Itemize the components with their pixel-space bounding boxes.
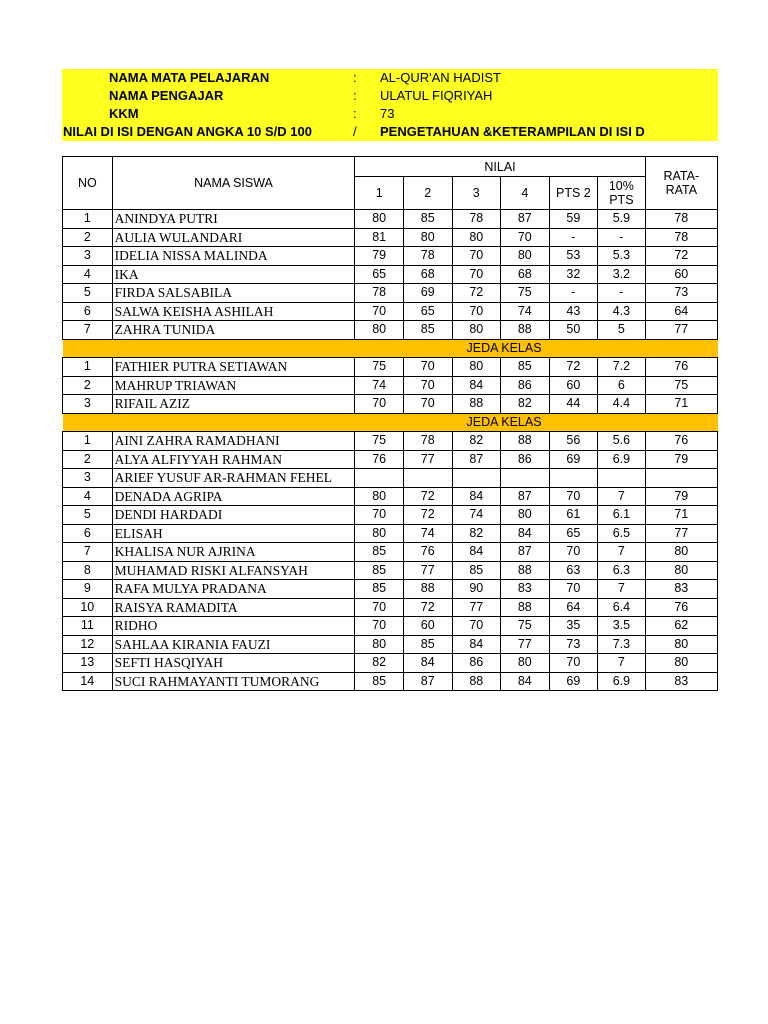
table-header xyxy=(63,157,718,210)
cell-score-4: 88 xyxy=(501,598,550,617)
cell-score-3: 88 xyxy=(452,672,501,691)
cell-student-name: SALWA KEISHA ASHILAH xyxy=(112,302,355,321)
info-separator: : xyxy=(353,70,357,85)
cell-no: 1 xyxy=(63,210,113,229)
jeda-kelas-separator xyxy=(63,413,718,432)
cell-pts2: 64 xyxy=(549,598,598,617)
cell-score-3: 84 xyxy=(452,487,501,506)
info-separator: : xyxy=(353,106,357,121)
cell-average: 79 xyxy=(645,487,717,506)
cell-score-3: 90 xyxy=(452,580,501,599)
cell-score-3: 70 xyxy=(452,302,501,321)
cell-no: 8 xyxy=(63,561,113,580)
jeda-kelas-label: JEDA KELAS xyxy=(63,339,718,358)
cell-average: 64 xyxy=(645,302,717,321)
cell-score-1: 85 xyxy=(355,672,404,691)
cell-score-1: 75 xyxy=(355,358,404,377)
cell-pts2: 50 xyxy=(549,321,598,340)
cell-pts10: 6.9 xyxy=(598,672,645,691)
cell-student-name: RIFAIL AZIZ xyxy=(112,395,355,414)
cell-pts2: 53 xyxy=(549,247,598,266)
cell-score-3: 80 xyxy=(452,228,501,247)
table-body xyxy=(63,210,718,691)
cell-score-2: 85 xyxy=(403,210,452,229)
table-row xyxy=(63,432,718,451)
cell-no: 2 xyxy=(63,228,113,247)
cell-score-2: 85 xyxy=(403,635,452,654)
cell-pts2: 65 xyxy=(549,524,598,543)
table-row xyxy=(63,598,718,617)
cell-pts10: 7 xyxy=(598,543,645,562)
cell-pts2: 56 xyxy=(549,432,598,451)
cell-score-4: 80 xyxy=(501,654,550,673)
cell-pts10: 6.1 xyxy=(598,506,645,525)
cell-score-1: 70 xyxy=(355,598,404,617)
cell-score-1: 80 xyxy=(355,524,404,543)
cell-score-3: 80 xyxy=(452,321,501,340)
cell-score-4: 85 xyxy=(501,358,550,377)
jeda-kelas-label: JEDA KELAS xyxy=(63,413,718,432)
cell-score-1: 65 xyxy=(355,265,404,284)
cell-average: 76 xyxy=(645,432,717,451)
cell-score-4: 86 xyxy=(501,450,550,469)
col-header-name: NAMA SISWA xyxy=(112,157,355,210)
cell-average: 71 xyxy=(645,395,717,414)
cell-pts2: 44 xyxy=(549,395,598,414)
table-row xyxy=(63,487,718,506)
cell-score-4: 88 xyxy=(501,561,550,580)
cell-score-3: 70 xyxy=(452,265,501,284)
cell-score-3: 77 xyxy=(452,598,501,617)
cell-score-3: 80 xyxy=(452,358,501,377)
cell-pts10: 7 xyxy=(598,580,645,599)
cell-pts2: 69 xyxy=(549,672,598,691)
cell-average: 75 xyxy=(645,376,717,395)
cell-score-3 xyxy=(452,469,501,488)
cell-student-name: DENDI HARDADI xyxy=(112,506,355,525)
table-row xyxy=(63,247,718,266)
cell-score-1 xyxy=(355,469,404,488)
cell-score-2: 80 xyxy=(403,228,452,247)
cell-score-2: 84 xyxy=(403,654,452,673)
cell-pts2: 61 xyxy=(549,506,598,525)
info-label: KKM xyxy=(109,106,139,121)
cell-average: 78 xyxy=(645,228,717,247)
table-row xyxy=(63,210,718,229)
cell-pts10: - xyxy=(598,228,645,247)
cell-pts10: 3.2 xyxy=(598,265,645,284)
cell-score-2: 74 xyxy=(403,524,452,543)
cell-pts10: 7.3 xyxy=(598,635,645,654)
cell-student-name: AINI ZAHRA RAMADHANI xyxy=(112,432,355,451)
cell-student-name: MUHAMAD RISKI ALFANSYAH xyxy=(112,561,355,580)
table-row xyxy=(63,395,718,414)
cell-student-name: ARIEF YUSUF AR-RAHMAN FEHEL xyxy=(112,469,355,488)
cell-score-2: 85 xyxy=(403,321,452,340)
table-row xyxy=(63,376,718,395)
cell-no: 1 xyxy=(63,358,113,377)
cell-average: 62 xyxy=(645,617,717,636)
cell-average: 76 xyxy=(645,598,717,617)
cell-student-name: RAISYA RAMADITA xyxy=(112,598,355,617)
cell-pts2: 35 xyxy=(549,617,598,636)
cell-score-1: 70 xyxy=(355,506,404,525)
cell-score-4: 80 xyxy=(501,247,550,266)
cell-no: 11 xyxy=(63,617,113,636)
cell-no: 6 xyxy=(63,524,113,543)
cell-score-3: 88 xyxy=(452,395,501,414)
cell-score-3: 72 xyxy=(452,284,501,303)
cell-score-2: 77 xyxy=(403,450,452,469)
cell-score-3: 78 xyxy=(452,210,501,229)
cell-pts10: 4.4 xyxy=(598,395,645,414)
cell-student-name: ELISAH xyxy=(112,524,355,543)
cell-pts10: 7 xyxy=(598,487,645,506)
cell-average: 79 xyxy=(645,450,717,469)
cell-score-4: 87 xyxy=(501,543,550,562)
table-row xyxy=(63,265,718,284)
cell-score-1: 75 xyxy=(355,432,404,451)
cell-no: 12 xyxy=(63,635,113,654)
cell-pts10: 7.2 xyxy=(598,358,645,377)
col-header-no: NO xyxy=(63,157,113,210)
cell-score-2 xyxy=(403,469,452,488)
table-row xyxy=(63,543,718,562)
cell-pts2: 32 xyxy=(549,265,598,284)
cell-pts10 xyxy=(598,469,645,488)
cell-student-name: DENADA AGRIPA xyxy=(112,487,355,506)
cell-student-name: RIDHO xyxy=(112,617,355,636)
info-row-kkm xyxy=(62,105,718,122)
table-row xyxy=(63,228,718,247)
cell-pts2: 69 xyxy=(549,450,598,469)
cell-pts2: 60 xyxy=(549,376,598,395)
table-row xyxy=(63,469,718,488)
cell-score-4: 84 xyxy=(501,672,550,691)
table-row xyxy=(63,654,718,673)
col-header-pts2: PTS 2 xyxy=(549,177,598,210)
cell-no: 14 xyxy=(63,672,113,691)
cell-score-3: 87 xyxy=(452,450,501,469)
cell-student-name: ALYA ALFIYYAH RAHMAN xyxy=(112,450,355,469)
cell-pts10: 6.5 xyxy=(598,524,645,543)
info-label: NAMA MATA PELAJARAN xyxy=(109,70,270,85)
cell-score-2: 70 xyxy=(403,376,452,395)
cell-pts2: 59 xyxy=(549,210,598,229)
info-value: AL-QUR'AN HADIST xyxy=(380,70,501,85)
table-row xyxy=(63,561,718,580)
cell-score-4: 75 xyxy=(501,284,550,303)
info-label: NILAI DI ISI DENGAN ANGKA 10 S/D 100 xyxy=(63,124,312,139)
cell-student-name: ZAHRA TUNIDA xyxy=(112,321,355,340)
info-row-teacher xyxy=(62,87,718,104)
cell-score-2: 72 xyxy=(403,598,452,617)
cell-pts2: - xyxy=(549,228,598,247)
col-header-score-4: 4 xyxy=(501,177,550,210)
cell-no: 3 xyxy=(63,395,113,414)
cell-score-1: 70 xyxy=(355,617,404,636)
cell-pts10: 7 xyxy=(598,654,645,673)
cell-average xyxy=(645,469,717,488)
cell-score-4: 83 xyxy=(501,580,550,599)
cell-pts2: 70 xyxy=(549,654,598,673)
cell-no: 4 xyxy=(63,265,113,284)
info-row-subject xyxy=(62,69,718,86)
cell-score-4: 88 xyxy=(501,432,550,451)
cell-score-4: 74 xyxy=(501,302,550,321)
cell-score-3: 85 xyxy=(452,561,501,580)
cell-pts10: 6.4 xyxy=(598,598,645,617)
table-row xyxy=(63,580,718,599)
cell-pts2: 70 xyxy=(549,580,598,599)
cell-score-3: 84 xyxy=(452,635,501,654)
cell-pts2: 70 xyxy=(549,487,598,506)
cell-score-4: 88 xyxy=(501,321,550,340)
cell-score-2: 72 xyxy=(403,487,452,506)
cell-pts2 xyxy=(549,469,598,488)
cell-pts2: - xyxy=(549,284,598,303)
cell-no: 4 xyxy=(63,487,113,506)
table-row xyxy=(63,635,718,654)
cell-score-3: 82 xyxy=(452,524,501,543)
cell-average: 80 xyxy=(645,654,717,673)
cell-score-4 xyxy=(501,469,550,488)
cell-score-1: 85 xyxy=(355,561,404,580)
cell-pts10: 6.3 xyxy=(598,561,645,580)
info-separator: : xyxy=(353,88,357,103)
cell-student-name: FATHIER PUTRA SETIAWAN xyxy=(112,358,355,377)
cell-score-1: 82 xyxy=(355,654,404,673)
cell-pts10: 4.3 xyxy=(598,302,645,321)
cell-score-2: 78 xyxy=(403,432,452,451)
cell-score-3: 84 xyxy=(452,376,501,395)
table-row xyxy=(63,358,718,377)
table-row xyxy=(63,321,718,340)
cell-no: 5 xyxy=(63,284,113,303)
table-row xyxy=(63,450,718,469)
cell-score-2: 69 xyxy=(403,284,452,303)
cell-score-2: 88 xyxy=(403,580,452,599)
cell-score-1: 70 xyxy=(355,302,404,321)
cell-average: 72 xyxy=(645,247,717,266)
cell-score-2: 77 xyxy=(403,561,452,580)
cell-student-name: FIRDA SALSABILA xyxy=(112,284,355,303)
jeda-kelas-separator xyxy=(63,339,718,358)
cell-score-4: 87 xyxy=(501,210,550,229)
col-header-score-1: 1 xyxy=(355,177,404,210)
cell-score-2: 70 xyxy=(403,358,452,377)
cell-score-3: 84 xyxy=(452,543,501,562)
cell-average: 80 xyxy=(645,561,717,580)
cell-no: 9 xyxy=(63,580,113,599)
cell-score-4: 84 xyxy=(501,524,550,543)
cell-student-name: ANINDYA PUTRI xyxy=(112,210,355,229)
cell-score-4: 82 xyxy=(501,395,550,414)
cell-pts2: 72 xyxy=(549,358,598,377)
cell-score-4: 87 xyxy=(501,487,550,506)
cell-pts2: 73 xyxy=(549,635,598,654)
cell-student-name: SAHLAA KIRANIA FAUZI xyxy=(112,635,355,654)
cell-average: 83 xyxy=(645,580,717,599)
cell-score-1: 70 xyxy=(355,395,404,414)
cell-score-2: 68 xyxy=(403,265,452,284)
cell-no: 10 xyxy=(63,598,113,617)
cell-student-name: KHALISA NUR AJRINA xyxy=(112,543,355,562)
info-value: PENGETAHUAN &KETERAMPILAN DI ISI D xyxy=(380,124,645,139)
cell-no: 2 xyxy=(63,376,113,395)
cell-student-name: AULIA WULANDARI xyxy=(112,228,355,247)
cell-student-name: RAFA MULYA PRADANA xyxy=(112,580,355,599)
cell-score-1: 85 xyxy=(355,543,404,562)
cell-pts2: 63 xyxy=(549,561,598,580)
cell-score-1: 85 xyxy=(355,580,404,599)
table-row xyxy=(63,506,718,525)
cell-score-2: 78 xyxy=(403,247,452,266)
cell-average: 78 xyxy=(645,210,717,229)
cell-average: 73 xyxy=(645,284,717,303)
cell-pts2: 43 xyxy=(549,302,598,321)
cell-score-1: 80 xyxy=(355,635,404,654)
table-row xyxy=(63,617,718,636)
info-value: 73 xyxy=(380,106,395,121)
cell-score-4: 70 xyxy=(501,228,550,247)
cell-score-3: 86 xyxy=(452,654,501,673)
col-header-pts10: 10% PTS xyxy=(598,177,645,210)
table-row xyxy=(63,524,718,543)
table-row xyxy=(63,302,718,321)
cell-score-4: 80 xyxy=(501,506,550,525)
cell-pts10: - xyxy=(598,284,645,303)
info-row-instructions xyxy=(62,123,718,140)
info-value: ULATUL FIQRIYAH xyxy=(380,88,493,103)
cell-pts10: 3.5 xyxy=(598,617,645,636)
cell-score-4: 77 xyxy=(501,635,550,654)
cell-no: 13 xyxy=(63,654,113,673)
col-header-score-3: 3 xyxy=(452,177,501,210)
cell-student-name: IKA xyxy=(112,265,355,284)
grades-table xyxy=(62,156,718,691)
cell-score-1: 80 xyxy=(355,210,404,229)
cell-pts10: 6.9 xyxy=(598,450,645,469)
cell-score-2: 87 xyxy=(403,672,452,691)
cell-student-name: IDELIA NISSA MALINDA xyxy=(112,247,355,266)
cell-score-1: 74 xyxy=(355,376,404,395)
cell-pts2: 70 xyxy=(549,543,598,562)
cell-score-4: 75 xyxy=(501,617,550,636)
cell-student-name: SEFTI HASQIYAH xyxy=(112,654,355,673)
cell-no: 2 xyxy=(63,450,113,469)
cell-average: 71 xyxy=(645,506,717,525)
cell-student-name: SUCI RAHMAYANTI TUMORANG xyxy=(112,672,355,691)
cell-no: 7 xyxy=(63,543,113,562)
cell-score-1: 76 xyxy=(355,450,404,469)
table-row xyxy=(63,672,718,691)
cell-score-1: 78 xyxy=(355,284,404,303)
cell-pts10: 5.3 xyxy=(598,247,645,266)
col-header-score-2: 2 xyxy=(403,177,452,210)
cell-score-2: 65 xyxy=(403,302,452,321)
cell-score-1: 80 xyxy=(355,321,404,340)
cell-average: 80 xyxy=(645,635,717,654)
cell-average: 83 xyxy=(645,672,717,691)
subject-info-header xyxy=(62,69,718,141)
cell-average: 77 xyxy=(645,524,717,543)
cell-pts10: 5 xyxy=(598,321,645,340)
cell-score-3: 70 xyxy=(452,247,501,266)
table-row xyxy=(63,284,718,303)
cell-score-4: 86 xyxy=(501,376,550,395)
cell-no: 3 xyxy=(63,469,113,488)
cell-average: 80 xyxy=(645,543,717,562)
cell-score-3: 70 xyxy=(452,617,501,636)
cell-score-2: 60 xyxy=(403,617,452,636)
cell-no: 5 xyxy=(63,506,113,525)
cell-score-4: 68 xyxy=(501,265,550,284)
cell-pts10: 5.9 xyxy=(598,210,645,229)
info-separator: / xyxy=(353,124,357,139)
cell-score-3: 82 xyxy=(452,432,501,451)
cell-no: 3 xyxy=(63,247,113,266)
cell-pts10: 5.6 xyxy=(598,432,645,451)
cell-average: 60 xyxy=(645,265,717,284)
cell-score-2: 76 xyxy=(403,543,452,562)
cell-no: 7 xyxy=(63,321,113,340)
cell-score-3: 74 xyxy=(452,506,501,525)
cell-average: 77 xyxy=(645,321,717,340)
cell-score-1: 80 xyxy=(355,487,404,506)
cell-student-name: MAHRUP TRIAWAN xyxy=(112,376,355,395)
cell-no: 1 xyxy=(63,432,113,451)
cell-average: 76 xyxy=(645,358,717,377)
col-header-rata-rata: RATA-RATA xyxy=(645,157,717,210)
cell-score-2: 72 xyxy=(403,506,452,525)
cell-score-2: 70 xyxy=(403,395,452,414)
cell-score-1: 79 xyxy=(355,247,404,266)
info-label: NAMA PENGAJAR xyxy=(109,88,224,103)
cell-score-1: 81 xyxy=(355,228,404,247)
cell-pts10: 6 xyxy=(598,376,645,395)
col-header-nilai: NILAI xyxy=(355,157,645,177)
cell-no: 6 xyxy=(63,302,113,321)
